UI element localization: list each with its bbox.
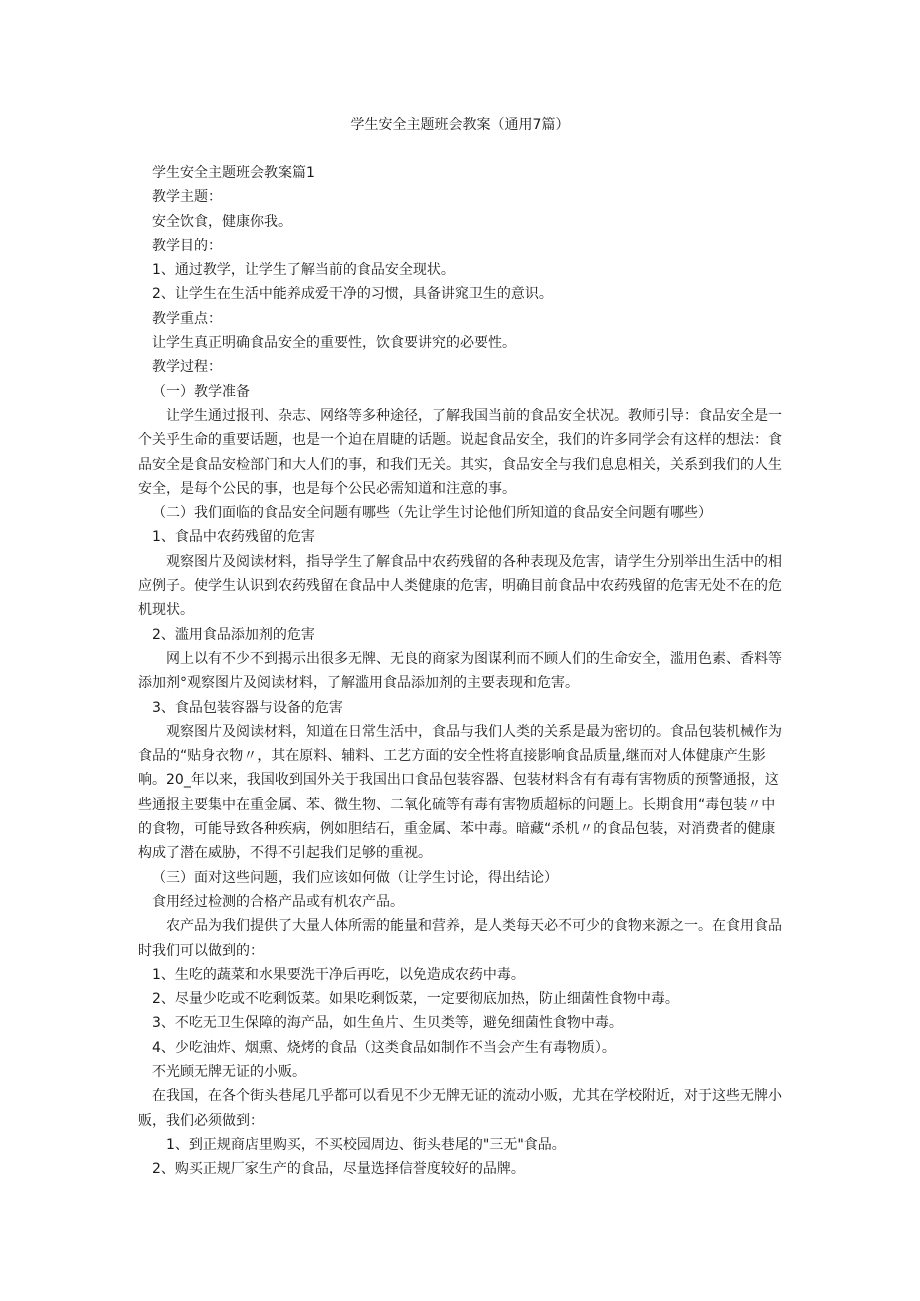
paragraph: 让学生通过报刊、杂志、网络等多种途径，了解我国当前的食品安全状况。教师引导：食品安全是一个关乎生命的重要话题，也是一个迫在眉睫的话题。说起食品安全，我们的许多同学会有这样的想法：食品安全是食品安检部门和大人们的事，和我们无关。其实，食品安全与我们息息相关，关系到我们的人生安全，是每个公民的事，也是每个公民必需知道和注意的事。 [138,407,782,497]
paragraph: 3、不吃无卫生保障的海产品，如生鱼片、生贝类等，避免细菌性食物中毒。 [152,1015,623,1032]
paragraph: 2、尽量少吃或不吃剩饭菜。如果吃剩饭菜，一定要彻底加热，防止细菌性食物中毒。 [152,991,679,1008]
document-title: 学生安全主题班会教案（通用7篇） [350,117,570,133]
paragraph: 在我国，在各个街头巷尾几乎都可以看见不少无牌无证的流动小贩，尤其在学校附近，对于这些无牌小贩，我们必须做到： [138,1088,782,1129]
paragraph: 教学重点： [152,310,222,327]
paragraph: 观察图片及阅读材料，指导学生了解食品中农药残留的各种表现及危害，请学生分别举出生活中的相应例子。使学生认识到农药残留在食品中人类健康的危害，明确目前食品中农药残留的危害无处不在的危机现状。 [138,553,782,619]
paragraph: （三）面对这些问题，我们应该如何做（让学生讨论，得出结论） [152,869,558,886]
paragraph: （一）教学准备 [152,383,250,400]
paragraph: 教学目的： [152,237,222,254]
paragraph: 不光顾无牌无证的小贩。 [152,1063,306,1080]
paragraph: 3、食品包装容器与设备的危害 [152,699,343,716]
paragraph: 1、食品中农药残留的危害 [152,529,315,546]
section-heading: 学生安全主题班会教案篇1 [152,165,315,181]
paragraph: 2、让学生在生活中能养成爱干净的习惯，具备讲窕卫生的意识。 [152,286,553,303]
paragraph: 让学生真正明确食品安全的重要性，饮食要讲究的必要性。 [152,335,516,352]
paragraph: 教学过程： [152,359,222,376]
paragraph: 1、到正规商店里购买，不买校园周边、街头巷尾的"三无"食品。 [166,1136,566,1153]
paragraph: 教学主题： [152,189,222,206]
document-body [138,161,784,1181]
paragraph: 安全饮食，健康你我。 [152,213,292,230]
paragraph: 2、滥用食品添加剂的危害 [152,626,315,643]
paragraph: 农产品为我们提供了大量人体所需的能量和营养，是人类每天必不可少的食物来源之一。在食用食品时我们可以做到的： [138,918,782,959]
paragraph: 4、少吃油炸、烟熏、烧烤的食品（这类食品如制作不当会产生有毒物质）。 [152,1039,616,1056]
paragraph: 2、购买正规厂家生产的食品，尽量选择信誉度较好的品牌。 [152,1161,525,1178]
paragraph: 食用经过检测的合格产品或有机农产品。 [152,893,404,910]
paragraph: 网上以有不少不到揭示出很多无牌、无良的商家为图谋利而不顾人们的生命安全，滥用色素、香料等添加剂°观察图片及阅读材料，了解滥用食品添加剂的主要表现和危害。 [138,650,782,692]
paragraph: （二）我们面临的食品安全问题有哪些（先让学生讨论他们所知道的食品安全问题有哪些） [152,505,712,522]
paragraph: 观察图片及阅读材料，知道在日常生活中，食品与我们人类的关系是最为密切的。食品包装机械作为食品的“贴身衣物〃，其在原料、辅料、工艺方面的安全性将直接影响食品质量,继而对人体健康产生影响。20_年以来，我国收到国外关于我国出口食品包装容器、包装材料含有有毒有害物质的预警通报，这些通报主要集中在重金属、苯、微生物、二氧化硫等有毒有害物质超标的问题上。长期食用“毒包装〃中的食物，可能导致各种疾病，例如胆结石，重金属、苯中毒。暗藏“杀机〃的食品包装，对消费者的健康构成了潜在威胁，不得不引起我们足够的重视。 [138,723,782,862]
paragraph: 1、通过教学，让学生了解当前的食品安全现状。 [152,262,455,279]
paragraph: 1、生吃的蔬菜和水果要洗干净后再吃，以免造成农药中毒。 [152,966,525,983]
